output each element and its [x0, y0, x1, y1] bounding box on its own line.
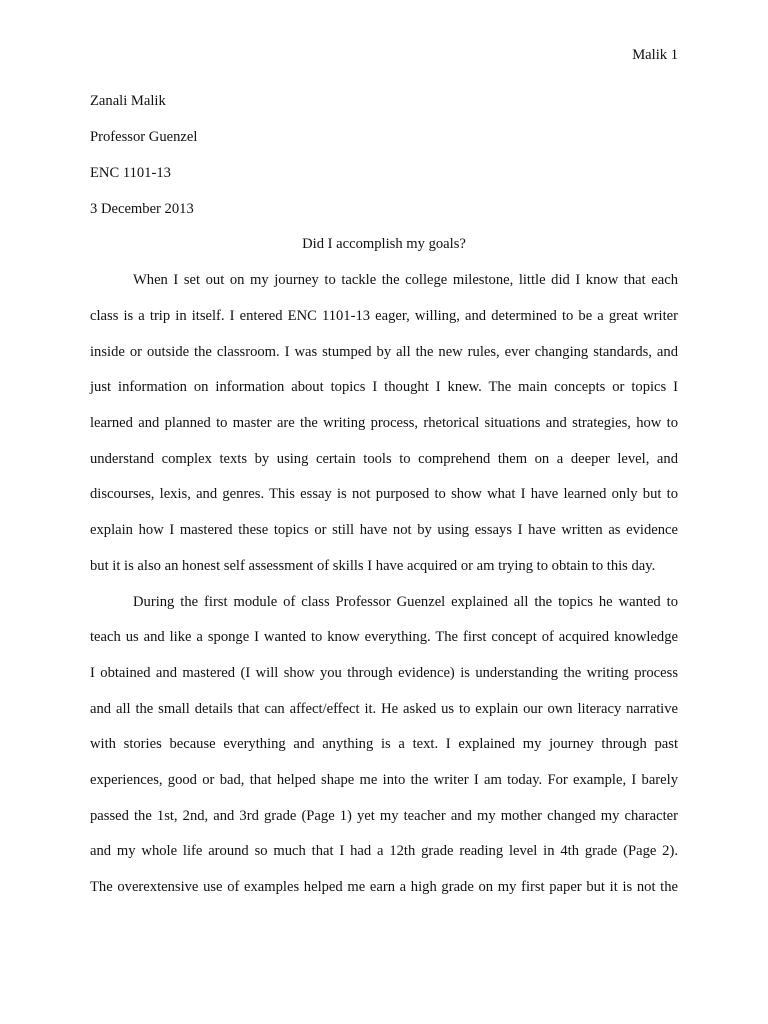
course-code: ENC 1101-13	[90, 165, 171, 181]
paragraph-line: I obtained and mastered (I will show you through evidence) is understanding the writing process	[90, 665, 678, 681]
paragraph-line: learned and planned to master are the writing process, rhetorical situations and strategies, how to	[90, 415, 678, 431]
running-head: Malik 1	[632, 47, 678, 63]
paragraph-line: explain how I mastered these topics or still have not by using essays I have written as evidence	[90, 522, 678, 538]
essay-title: Did I accomplish my goals?	[302, 236, 466, 252]
paragraph-line: class is a trip in itself. I entered ENC 1101-13 eager, willing, and determined to be a great writer	[90, 308, 678, 324]
paragraph-line: with stories because everything and anything is a text. I explained my journey through past	[90, 736, 678, 752]
paragraph-line: When I set out on my journey to tackle the college milestone, little did I know that each	[133, 272, 678, 288]
professor-name: Professor Guenzel	[90, 129, 198, 145]
paragraph-line: discourses, lexis, and genres. This essay is not purposed to show what I have learned only but to	[90, 486, 678, 502]
paragraph-line: understand complex texts by using certain tools to comprehend them on a deeper level, and	[90, 451, 678, 467]
paragraph-line: passed the 1st, 2nd, and 3rd grade (Page 1) yet my teacher and my mother changed my character	[90, 808, 678, 824]
paragraph-line: experiences, good or bad, that helped shape me into the writer I am today. For example, I barely	[90, 772, 678, 788]
paragraph-line: inside or outside the classroom. I was stumped by all the new rules, ever changing standards, and	[90, 344, 678, 360]
paragraph-line: and my whole life around so much that I had a 12th grade reading level in 4th grade (Page 2).	[90, 843, 678, 859]
paragraph-line: and all the small details that can affect/effect it. He asked us to explain our own literacy narrative	[90, 701, 678, 717]
author-name: Zanali Malik	[90, 93, 166, 109]
essay-date: 3 December 2013	[90, 201, 194, 217]
paragraph-line: teach us and like a sponge I wanted to know everything. The first concept of acquired knowledge	[90, 629, 678, 645]
paragraph-line: but it is also an honest self assessment of skills I have acquired or am trying to obtain to this day.	[90, 558, 656, 574]
paragraph-line: During the first module of class Professor Guenzel explained all the topics he wanted to	[133, 594, 678, 610]
paragraph-line: The overextensive use of examples helped me earn a high grade on my first paper but it is not the	[90, 879, 678, 895]
paragraph-line: just information on information about topics I thought I knew. The main concepts or topics I	[90, 379, 678, 395]
